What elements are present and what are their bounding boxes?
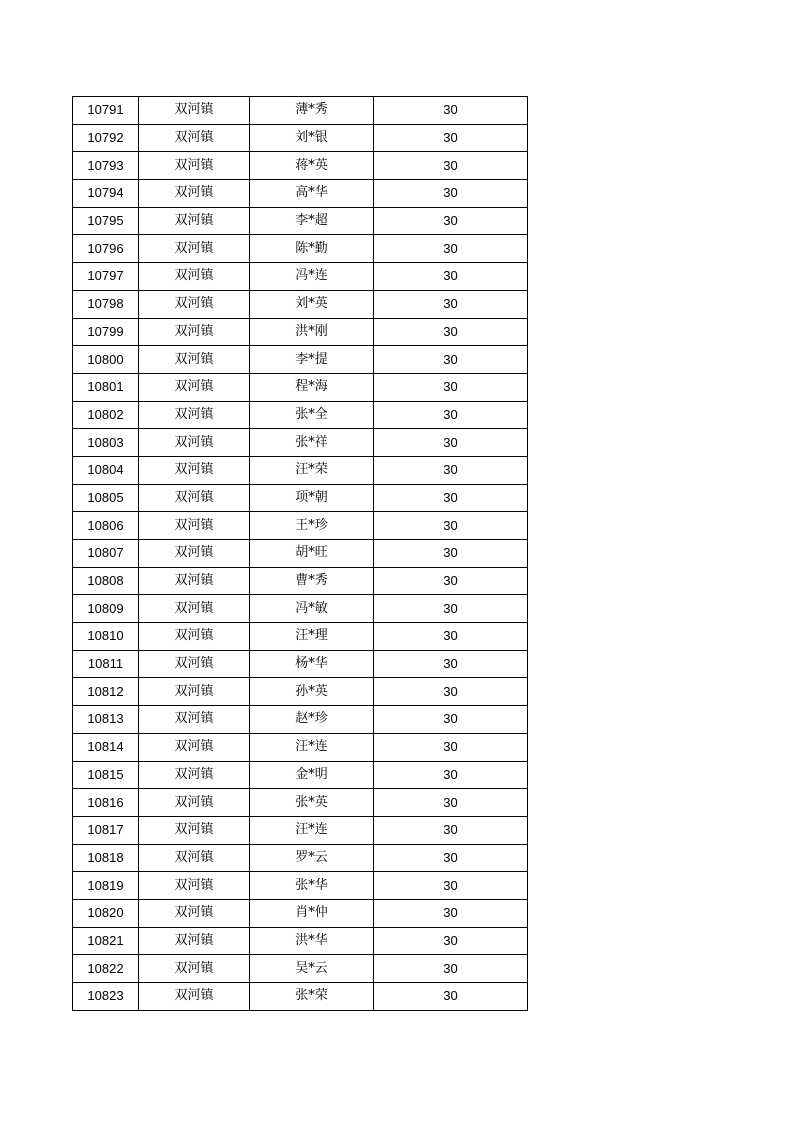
cell-town: 双河镇 (139, 872, 250, 900)
table-row (73, 263, 528, 291)
cell-id: 10803 (73, 429, 139, 457)
cell-id: 10816 (73, 789, 139, 817)
cell-town: 双河镇 (139, 623, 250, 651)
cell-amount: 30 (374, 955, 528, 983)
cell-amount: 30 (374, 595, 528, 623)
cell-name: 孙*英 (250, 678, 374, 706)
cell-id: 10812 (73, 678, 139, 706)
cell-amount: 30 (374, 152, 528, 180)
cell-id: 10798 (73, 290, 139, 318)
cell-name: 冯*连 (250, 263, 374, 291)
cell-amount: 30 (374, 373, 528, 401)
cell-town: 双河镇 (139, 540, 250, 568)
cell-amount: 30 (374, 456, 528, 484)
cell-id: 10817 (73, 816, 139, 844)
table-row (73, 484, 528, 512)
cell-id: 10822 (73, 955, 139, 983)
cell-town: 双河镇 (139, 706, 250, 734)
cell-id: 10821 (73, 927, 139, 955)
table-row (73, 346, 528, 374)
cell-amount: 30 (374, 927, 528, 955)
cell-name: 高*华 (250, 180, 374, 208)
table-row (73, 816, 528, 844)
cell-amount: 30 (374, 235, 528, 263)
cell-id: 10810 (73, 623, 139, 651)
cell-town: 双河镇 (139, 235, 250, 263)
table-row (73, 429, 528, 457)
roster-table (72, 96, 528, 1011)
table-row (73, 789, 528, 817)
cell-town: 双河镇 (139, 180, 250, 208)
cell-id: 10791 (73, 97, 139, 125)
cell-name: 张*荣 (250, 983, 374, 1011)
cell-name: 陈*勤 (250, 235, 374, 263)
cell-name: 刘*英 (250, 290, 374, 318)
cell-id: 10811 (73, 650, 139, 678)
cell-name: 汪*连 (250, 733, 374, 761)
cell-name: 罗*云 (250, 844, 374, 872)
cell-name: 肖*仲 (250, 899, 374, 927)
cell-town: 双河镇 (139, 318, 250, 346)
cell-town: 双河镇 (139, 373, 250, 401)
cell-amount: 30 (374, 484, 528, 512)
table-row (73, 456, 528, 484)
cell-town: 双河镇 (139, 678, 250, 706)
table-row (73, 97, 528, 125)
cell-id: 10793 (73, 152, 139, 180)
cell-town: 双河镇 (139, 733, 250, 761)
table-row (73, 180, 528, 208)
cell-name: 张*华 (250, 872, 374, 900)
table-row (73, 927, 528, 955)
cell-amount: 30 (374, 567, 528, 595)
cell-amount: 30 (374, 346, 528, 374)
cell-name: 洪*刚 (250, 318, 374, 346)
cell-name: 吴*云 (250, 955, 374, 983)
roster-table-body (73, 97, 528, 1011)
cell-id: 10813 (73, 706, 139, 734)
cell-name: 张*祥 (250, 429, 374, 457)
cell-id: 10801 (73, 373, 139, 401)
cell-amount: 30 (374, 899, 528, 927)
cell-id: 10819 (73, 872, 139, 900)
cell-amount: 30 (374, 540, 528, 568)
cell-town: 双河镇 (139, 207, 250, 235)
cell-amount: 30 (374, 290, 528, 318)
table-row (73, 512, 528, 540)
cell-town: 双河镇 (139, 955, 250, 983)
cell-name: 张*英 (250, 789, 374, 817)
cell-id: 10814 (73, 733, 139, 761)
table-row (73, 567, 528, 595)
cell-amount: 30 (374, 706, 528, 734)
cell-town: 双河镇 (139, 844, 250, 872)
cell-town: 双河镇 (139, 97, 250, 125)
table-row (73, 290, 528, 318)
cell-name: 胡*旺 (250, 540, 374, 568)
table-row (73, 623, 528, 651)
table-row (73, 872, 528, 900)
cell-amount: 30 (374, 761, 528, 789)
cell-town: 双河镇 (139, 789, 250, 817)
cell-id: 10800 (73, 346, 139, 374)
cell-name: 李*超 (250, 207, 374, 235)
cell-name: 冯*敏 (250, 595, 374, 623)
cell-town: 双河镇 (139, 816, 250, 844)
cell-amount: 30 (374, 872, 528, 900)
table-row (73, 595, 528, 623)
cell-name: 李*提 (250, 346, 374, 374)
cell-id: 10802 (73, 401, 139, 429)
table-row (73, 733, 528, 761)
cell-id: 10792 (73, 124, 139, 152)
cell-amount: 30 (374, 983, 528, 1011)
cell-name: 金*明 (250, 761, 374, 789)
cell-amount: 30 (374, 318, 528, 346)
cell-amount: 30 (374, 789, 528, 817)
cell-id: 10806 (73, 512, 139, 540)
cell-id: 10818 (73, 844, 139, 872)
cell-id: 10807 (73, 540, 139, 568)
cell-town: 双河镇 (139, 456, 250, 484)
cell-amount: 30 (374, 733, 528, 761)
cell-name: 赵*珍 (250, 706, 374, 734)
cell-amount: 30 (374, 844, 528, 872)
table-row (73, 152, 528, 180)
cell-amount: 30 (374, 124, 528, 152)
cell-name: 汪*连 (250, 816, 374, 844)
table-row (73, 207, 528, 235)
table-row (73, 373, 528, 401)
cell-amount: 30 (374, 207, 528, 235)
cell-id: 10797 (73, 263, 139, 291)
cell-amount: 30 (374, 816, 528, 844)
cell-id: 10820 (73, 899, 139, 927)
cell-name: 刘*银 (250, 124, 374, 152)
cell-amount: 30 (374, 623, 528, 651)
table-row (73, 899, 528, 927)
cell-name: 程*海 (250, 373, 374, 401)
table-row (73, 678, 528, 706)
cell-id: 10823 (73, 983, 139, 1011)
cell-name: 汪*理 (250, 623, 374, 651)
cell-id: 10799 (73, 318, 139, 346)
cell-name: 薄*秀 (250, 97, 374, 125)
cell-id: 10794 (73, 180, 139, 208)
cell-amount: 30 (374, 401, 528, 429)
cell-town: 双河镇 (139, 567, 250, 595)
cell-name: 项*朝 (250, 484, 374, 512)
cell-amount: 30 (374, 650, 528, 678)
table-row (73, 844, 528, 872)
table-row (73, 761, 528, 789)
table-row (73, 401, 528, 429)
cell-name: 蒋*英 (250, 152, 374, 180)
cell-town: 双河镇 (139, 899, 250, 927)
cell-amount: 30 (374, 512, 528, 540)
table-row (73, 706, 528, 734)
cell-id: 10795 (73, 207, 139, 235)
table-row (73, 650, 528, 678)
cell-id: 10805 (73, 484, 139, 512)
cell-amount: 30 (374, 429, 528, 457)
cell-town: 双河镇 (139, 290, 250, 318)
cell-name: 汪*荣 (250, 456, 374, 484)
cell-name: 杨*华 (250, 650, 374, 678)
cell-town: 双河镇 (139, 429, 250, 457)
cell-town: 双河镇 (139, 124, 250, 152)
cell-id: 10796 (73, 235, 139, 263)
table-row (73, 124, 528, 152)
cell-id: 10815 (73, 761, 139, 789)
table-row (73, 540, 528, 568)
cell-town: 双河镇 (139, 650, 250, 678)
table-row (73, 235, 528, 263)
cell-id: 10804 (73, 456, 139, 484)
cell-id: 10809 (73, 595, 139, 623)
cell-town: 双河镇 (139, 401, 250, 429)
cell-name: 张*全 (250, 401, 374, 429)
cell-town: 双河镇 (139, 484, 250, 512)
cell-town: 双河镇 (139, 346, 250, 374)
cell-amount: 30 (374, 678, 528, 706)
cell-amount: 30 (374, 97, 528, 125)
cell-town: 双河镇 (139, 761, 250, 789)
cell-amount: 30 (374, 263, 528, 291)
table-row (73, 318, 528, 346)
cell-town: 双河镇 (139, 152, 250, 180)
cell-name: 曹*秀 (250, 567, 374, 595)
cell-id: 10808 (73, 567, 139, 595)
cell-town: 双河镇 (139, 927, 250, 955)
cell-town: 双河镇 (139, 595, 250, 623)
cell-name: 王*珍 (250, 512, 374, 540)
cell-town: 双河镇 (139, 983, 250, 1011)
table-row (73, 983, 528, 1011)
cell-amount: 30 (374, 180, 528, 208)
cell-town: 双河镇 (139, 512, 250, 540)
cell-name: 洪*华 (250, 927, 374, 955)
table-row (73, 955, 528, 983)
cell-town: 双河镇 (139, 263, 250, 291)
